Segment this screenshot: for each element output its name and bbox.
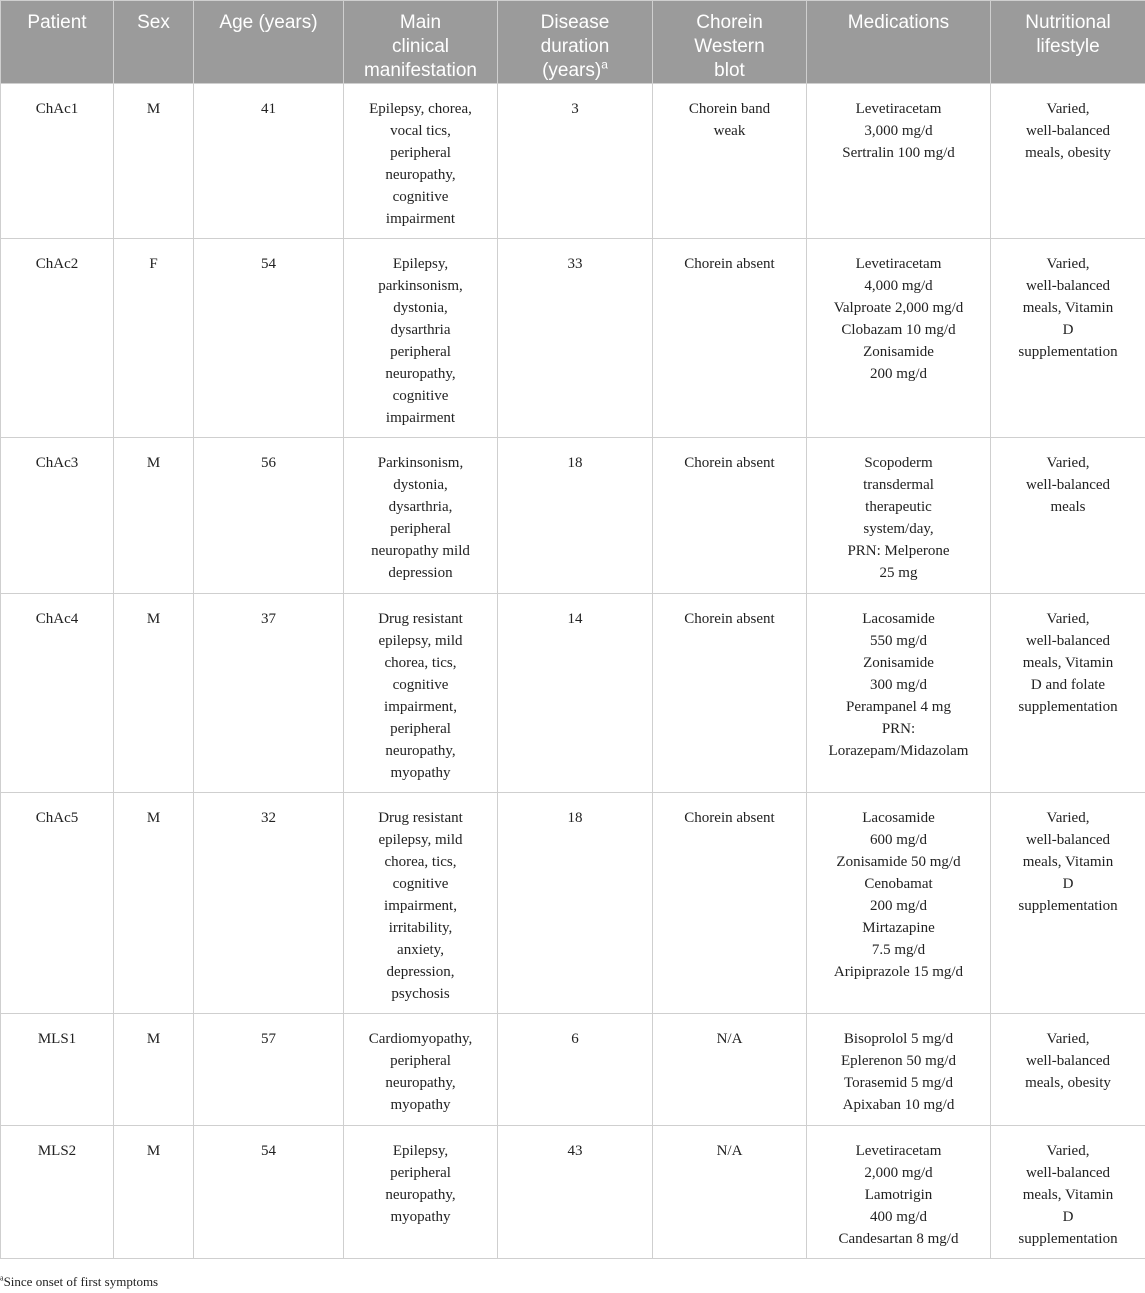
cell-manifestation (344, 594, 498, 793)
cell-medications (807, 793, 991, 1014)
cell-line: Zonisamide (863, 655, 934, 671)
cell-line: PRN: (881, 721, 916, 737)
cell-line: Zonisamide 50 mg/d (836, 854, 961, 870)
cell-line: supplementation (1018, 898, 1118, 914)
cell-age: 32 (194, 793, 344, 1014)
cell-line: cognitive (392, 189, 449, 205)
cell-line: D (1062, 322, 1074, 338)
cell-line: Chorein absent (684, 455, 775, 471)
cell-line: anxiety, (397, 942, 444, 958)
cell-medications (807, 239, 991, 438)
cell-line: weak (713, 123, 746, 139)
cell-manifestation (344, 1014, 498, 1126)
cell-line: Lacosamide (862, 611, 935, 627)
cell-line: well-balanced (1025, 633, 1111, 649)
table-footnote (0, 1274, 158, 1290)
cell-medications (807, 1014, 991, 1126)
cell-line: Varied, (1046, 611, 1090, 627)
column-header-manifestation (344, 1, 498, 84)
cell-nutrition (991, 438, 1145, 594)
header-line: Nutritional (1025, 12, 1111, 33)
cell-line: supplementation (1018, 1231, 1118, 1247)
cell-line: irritability, (388, 920, 453, 936)
cell-patient: ChAc3 (1, 438, 114, 594)
cell-line: peripheral (390, 721, 451, 737)
cell-medications (807, 84, 991, 239)
cell-line: Sertralin 100 mg/d (842, 145, 955, 161)
cell-line: vocal tics, (390, 123, 451, 139)
cell-line: Levetiracetam (855, 101, 942, 117)
cell-line: 2,000 mg/d (864, 1165, 933, 1181)
cell-line: Varied, (1046, 455, 1090, 471)
cell-line: impairment (385, 410, 456, 426)
cell-patient: ChAc1 (1, 84, 114, 239)
cell-line: 200 mg/d (869, 898, 928, 914)
table-body (1, 84, 1145, 1259)
cell-manifestation (344, 1126, 498, 1259)
column-header-blot (653, 1, 807, 84)
cell-line: dystonia, (393, 477, 448, 493)
cell-line: well-balanced (1025, 278, 1111, 294)
column-header-patient (1, 1, 114, 84)
cell-line: myopathy (390, 765, 451, 781)
cell-age: 41 (194, 84, 344, 239)
cell-line: Epilepsy, chorea, (369, 101, 472, 117)
cell-sex: M (114, 1126, 194, 1259)
cell-nutrition (991, 793, 1145, 1014)
cell-nutrition (991, 239, 1145, 438)
cell-line: meals, obesity (1025, 145, 1111, 161)
cell-line: Levetiracetam (855, 256, 942, 272)
cell-line: Zonisamide (863, 344, 934, 360)
cell-line: Valproate 2,000 mg/d (833, 300, 964, 316)
cell-line: N/A (716, 1143, 743, 1159)
cell-age: 54 (194, 239, 344, 438)
cell-sex: M (114, 594, 194, 793)
cell-line: Apixaban 10 mg/d (842, 1097, 955, 1113)
cell-line: Parkinsonism, (377, 455, 464, 471)
table-header (1, 1, 1145, 84)
header-row (1, 1, 1145, 84)
cell-line: depression, (386, 964, 455, 980)
cell-line: meals, Vitamin (1022, 655, 1114, 671)
cell-line: system/day, (863, 521, 934, 537)
cell-line: Varied, (1046, 256, 1090, 272)
cell-line: Varied, (1046, 1143, 1090, 1159)
cell-line: peripheral (390, 344, 451, 360)
cell-line: well-balanced (1025, 1165, 1111, 1181)
cell-duration: 33 (498, 239, 653, 438)
cell-age: 54 (194, 1126, 344, 1259)
cell-line: Cenobamat (864, 876, 933, 892)
cell-line: meals, obesity (1025, 1075, 1111, 1091)
cell-line: Chorein absent (684, 256, 775, 272)
header-line: Age (years) (219, 12, 318, 33)
table-row (1, 594, 1145, 793)
header-line: duration (540, 36, 610, 57)
cell-line: well-balanced (1025, 1053, 1111, 1069)
header-line: blot (714, 60, 745, 81)
cell-line: neuropathy, (385, 1075, 456, 1091)
header-line-wrap (502, 59, 648, 83)
cell-line: therapeutic (865, 499, 932, 515)
cell-manifestation (344, 239, 498, 438)
cell-line: meals, Vitamin (1022, 300, 1114, 316)
footnote-marker: a (0, 1273, 4, 1283)
cell-line: N/A (716, 1031, 743, 1047)
cell-line: cognitive (392, 677, 449, 693)
cell-duration: 18 (498, 438, 653, 594)
header-line: manifestation (363, 60, 477, 81)
header-line: clinical (391, 36, 450, 57)
cell-line: 4,000 mg/d (864, 278, 933, 294)
cell-line: Chorein absent (684, 611, 775, 627)
cell-duration: 18 (498, 793, 653, 1014)
cell-line: Lacosamide (862, 810, 935, 826)
cell-line: Chorein absent (684, 810, 775, 826)
header-line: Chorein (696, 12, 763, 33)
cell-sex: M (114, 793, 194, 1014)
column-header-sex (114, 1, 194, 84)
cell-line: D (1062, 876, 1074, 892)
cell-line: Scopoderm (864, 455, 933, 471)
cell-line: Epilepsy, (392, 256, 449, 272)
cell-manifestation (344, 84, 498, 239)
footnote-text: Since onset of first symptoms (3, 1274, 159, 1289)
cell-sex: F (114, 239, 194, 438)
cell-line: Cardiomyopathy, (368, 1031, 473, 1047)
cell-line: Chorein band (688, 101, 771, 117)
cell-line: Drug resistant (378, 810, 463, 826)
cell-line: chorea, tics, (384, 655, 457, 671)
cell-line: 550 mg/d (869, 633, 928, 649)
cell-line: Lorazepam/Midazolam (828, 743, 969, 759)
cell-line: D (1062, 1209, 1074, 1225)
cell-line: peripheral (390, 521, 451, 537)
cell-line: impairment (385, 211, 456, 227)
cell-line: supplementation (1018, 699, 1118, 715)
cell-blot (653, 239, 807, 438)
cell-blot (653, 594, 807, 793)
cell-line: Levetiracetam (855, 1143, 942, 1159)
cell-patient: MLS2 (1, 1126, 114, 1259)
header-line: Main (399, 12, 442, 33)
cell-line: 25 mg (879, 565, 918, 581)
cell-patient: ChAc2 (1, 239, 114, 438)
cell-line: peripheral (390, 1053, 451, 1069)
cell-line: 200 mg/d (869, 366, 928, 382)
column-header-age (194, 1, 344, 84)
table-row (1, 84, 1145, 239)
cell-sex: M (114, 84, 194, 239)
cell-sex: M (114, 1014, 194, 1126)
cell-line: 400 mg/d (869, 1209, 928, 1225)
header-footnote-marker: a (601, 57, 608, 72)
cell-line: Bisoprolol 5 mg/d (843, 1031, 954, 1047)
cell-manifestation (344, 438, 498, 594)
cell-line: 3,000 mg/d (864, 123, 933, 139)
header-line: Western (694, 36, 765, 57)
cell-line: neuropathy, (385, 366, 456, 382)
cell-line: Clobazam 10 mg/d (841, 322, 956, 338)
cell-blot (653, 1014, 807, 1126)
cell-medications (807, 594, 991, 793)
header-line: lifestyle (1036, 36, 1100, 57)
cell-duration: 14 (498, 594, 653, 793)
cell-blot (653, 793, 807, 1014)
cell-line: meals (1050, 499, 1086, 515)
cell-line: parkinsonism, (378, 278, 463, 294)
cell-line: epilepsy, mild (378, 633, 463, 649)
cell-nutrition (991, 594, 1145, 793)
cell-line: myopathy (390, 1097, 451, 1113)
cell-line: transdermal (863, 477, 934, 493)
column-header-nutrition (991, 1, 1145, 84)
cell-line: dysarthria, (388, 499, 453, 515)
cell-line: 7.5 mg/d (871, 942, 926, 958)
cell-duration: 3 (498, 84, 653, 239)
cell-line: neuropathy mild (371, 543, 470, 559)
header-line: Patient (27, 12, 87, 33)
cell-line: depression (388, 565, 453, 581)
cell-line: meals, Vitamin (1022, 854, 1114, 870)
cell-line: Eplerenon 50 mg/d (841, 1053, 956, 1069)
cell-nutrition (991, 1126, 1145, 1259)
cell-line: cognitive (392, 388, 449, 404)
cell-line: epilepsy, mild (378, 832, 463, 848)
cell-age: 37 (194, 594, 344, 793)
cell-line: peripheral (390, 145, 451, 161)
cell-line: myopathy (390, 1209, 451, 1225)
cell-line: supplementation (1018, 344, 1118, 360)
cell-line: 300 mg/d (869, 677, 928, 693)
cell-line: Drug resistant (378, 611, 463, 627)
table-row (1, 438, 1145, 594)
cell-nutrition (991, 84, 1145, 239)
header-line: Disease (540, 12, 610, 33)
cell-line: Aripiprazole 15 mg/d (833, 964, 964, 980)
column-header-duration (498, 1, 653, 84)
cell-line: dysarthria (390, 322, 451, 338)
cell-line: Varied, (1046, 101, 1090, 117)
cell-line: well-balanced (1025, 832, 1111, 848)
table-row (1, 1014, 1145, 1126)
table-row (1, 1126, 1145, 1259)
column-header-medications (807, 1, 991, 84)
cell-line: neuropathy, (385, 1187, 456, 1203)
cell-line: well-balanced (1025, 123, 1111, 139)
cell-patient: MLS1 (1, 1014, 114, 1126)
cell-line: D and folate (1030, 677, 1106, 693)
cell-line: Lamotrigin (864, 1187, 933, 1203)
cell-age: 57 (194, 1014, 344, 1126)
table-row (1, 793, 1145, 1014)
cell-line: Varied, (1046, 1031, 1090, 1047)
cell-line: Torasemid 5 mg/d (844, 1075, 953, 1091)
cell-line: impairment, (384, 699, 457, 715)
cell-line: Varied, (1046, 810, 1090, 826)
cell-line: chorea, tics, (384, 854, 457, 870)
cell-medications (807, 1126, 991, 1259)
cell-line: Epilepsy, (392, 1143, 449, 1159)
cell-line: impairment, (384, 898, 457, 914)
cell-age: 56 (194, 438, 344, 594)
cell-blot (653, 438, 807, 594)
cell-blot (653, 84, 807, 239)
table-row (1, 239, 1145, 438)
cell-manifestation (344, 793, 498, 1014)
cell-line: meals, Vitamin (1022, 1187, 1114, 1203)
cell-line: psychosis (391, 986, 450, 1002)
cell-line: Candesartan 8 mg/d (838, 1231, 959, 1247)
cell-line: cognitive (392, 876, 449, 892)
cell-patient: ChAc4 (1, 594, 114, 793)
cell-line: neuropathy, (385, 167, 456, 183)
header-line: Medications (847, 12, 950, 33)
cell-duration: 43 (498, 1126, 653, 1259)
header-line: Sex (137, 12, 170, 33)
cell-blot (653, 1126, 807, 1259)
cell-sex: M (114, 438, 194, 594)
cell-line: neuropathy, (385, 743, 456, 759)
cell-line: 600 mg/d (869, 832, 928, 848)
cell-nutrition (991, 1014, 1145, 1126)
cell-line: Mirtazapine (862, 920, 935, 936)
cell-line: well-balanced (1025, 477, 1111, 493)
cell-medications (807, 438, 991, 594)
cell-line: PRN: Melperone (847, 543, 950, 559)
cell-duration: 6 (498, 1014, 653, 1126)
cell-patient: ChAc5 (1, 793, 114, 1014)
cell-line: Perampanel 4 mg (846, 699, 951, 715)
cell-line: peripheral (390, 1165, 451, 1181)
cell-line: dystonia, (393, 300, 448, 316)
header-line: (years) (542, 60, 602, 81)
